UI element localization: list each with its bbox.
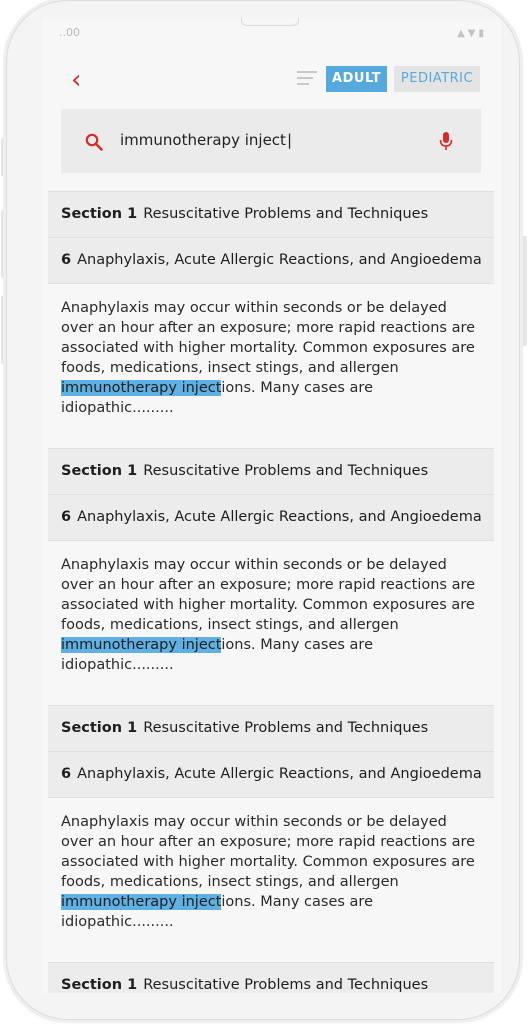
- section-label: Section 1: [61, 720, 138, 736]
- microphone-icon[interactable]: [439, 131, 453, 151]
- search-bar[interactable]: [61, 109, 481, 173]
- search-input[interactable]: immunotherapy inject |: [120, 131, 292, 149]
- section-label: Section 1: [61, 206, 138, 222]
- result-snippet[interactable]: [48, 541, 494, 705]
- snippet-text: ions. Many cases are idiopathic.........: [61, 637, 373, 673]
- snippet-text: Anaphylaxis may occur within seconds or be delayed over an hour after an exposure; more rapid reactions are associated with higher mortality. Common exposures are foods, medications, insect stings, and allergen: [61, 300, 476, 376]
- pediatric-toggle-button[interactable]: PEDIATRIC: [394, 66, 480, 92]
- search-highlight: immunotherapy inject: [61, 894, 222, 910]
- chapter-number: 6: [61, 509, 72, 525]
- result-chapter-header[interactable]: [48, 238, 494, 284]
- result-snippet[interactable]: [48, 284, 494, 448]
- speaker-notch: [241, 17, 299, 26]
- chapter-title: Anaphylaxis, Acute Allergic Reactions, and Angioedema: [77, 509, 482, 525]
- section-label: Section 1: [61, 463, 138, 479]
- search-highlight: immunotherapy inject: [61, 637, 222, 653]
- chapter-title: Anaphylaxis, Acute Allergic Reactions, and Angioedema: [77, 252, 482, 268]
- search-results-list: [48, 191, 494, 993]
- status-icons: ▲▼▮: [457, 28, 487, 39]
- section-label: Section 1: [61, 977, 138, 993]
- back-chevron-icon[interactable]: ‹: [71, 65, 82, 95]
- result-section-header[interactable]: [48, 962, 494, 993]
- snippet-text: ions. Many cases are idiopathic.........: [61, 894, 373, 930]
- snippet-text: Anaphylaxis may occur within seconds or be delayed over an hour after an exposure; more rapid reactions are associated with higher mortality. Common exposures are foods, medications, insect stings, and allergen: [61, 814, 476, 890]
- section-title: Resuscitative Problems and Techniques: [143, 720, 429, 736]
- chapter-title: Anaphylaxis, Acute Allergic Reactions, and Angioedema: [77, 766, 482, 782]
- search-result[interactable]: [48, 705, 494, 962]
- result-chapter-header[interactable]: [48, 495, 494, 541]
- section-title: Resuscitative Problems and Techniques: [143, 206, 429, 222]
- status-time: ..00: [59, 26, 80, 39]
- search-result[interactable]: [48, 448, 494, 705]
- result-section-header[interactable]: [48, 448, 494, 495]
- adult-toggle-button[interactable]: ADULT: [326, 66, 387, 92]
- result-chapter-header[interactable]: [48, 752, 494, 798]
- search-highlight: immunotherapy inject: [61, 380, 222, 396]
- result-snippet[interactable]: [48, 798, 494, 962]
- section-title: Resuscitative Problems and Techniques: [143, 463, 429, 479]
- snippet-text: ions. Many cases are idiopathic.........: [61, 380, 373, 416]
- result-section-header[interactable]: [48, 705, 494, 752]
- search-icon: [85, 133, 103, 151]
- sort-menu-icon[interactable]: [297, 71, 317, 87]
- chapter-number: 6: [61, 766, 72, 782]
- app-screen: [41, 17, 501, 993]
- section-title: Resuscitative Problems and Techniques: [143, 977, 429, 993]
- chapter-number: 6: [61, 252, 72, 268]
- phone-frame: [6, 0, 520, 1020]
- search-result[interactable]: [48, 962, 494, 993]
- search-result[interactable]: [48, 191, 494, 448]
- snippet-text: Anaphylaxis may occur within seconds or be delayed over an hour after an exposure; more rapid reactions are associated with higher mortality. Common exposures are foods, medications, insect stings, and allergen: [61, 557, 476, 633]
- result-section-header[interactable]: [48, 191, 494, 238]
- phone-power-button: [522, 236, 527, 346]
- top-bar: [41, 61, 501, 101]
